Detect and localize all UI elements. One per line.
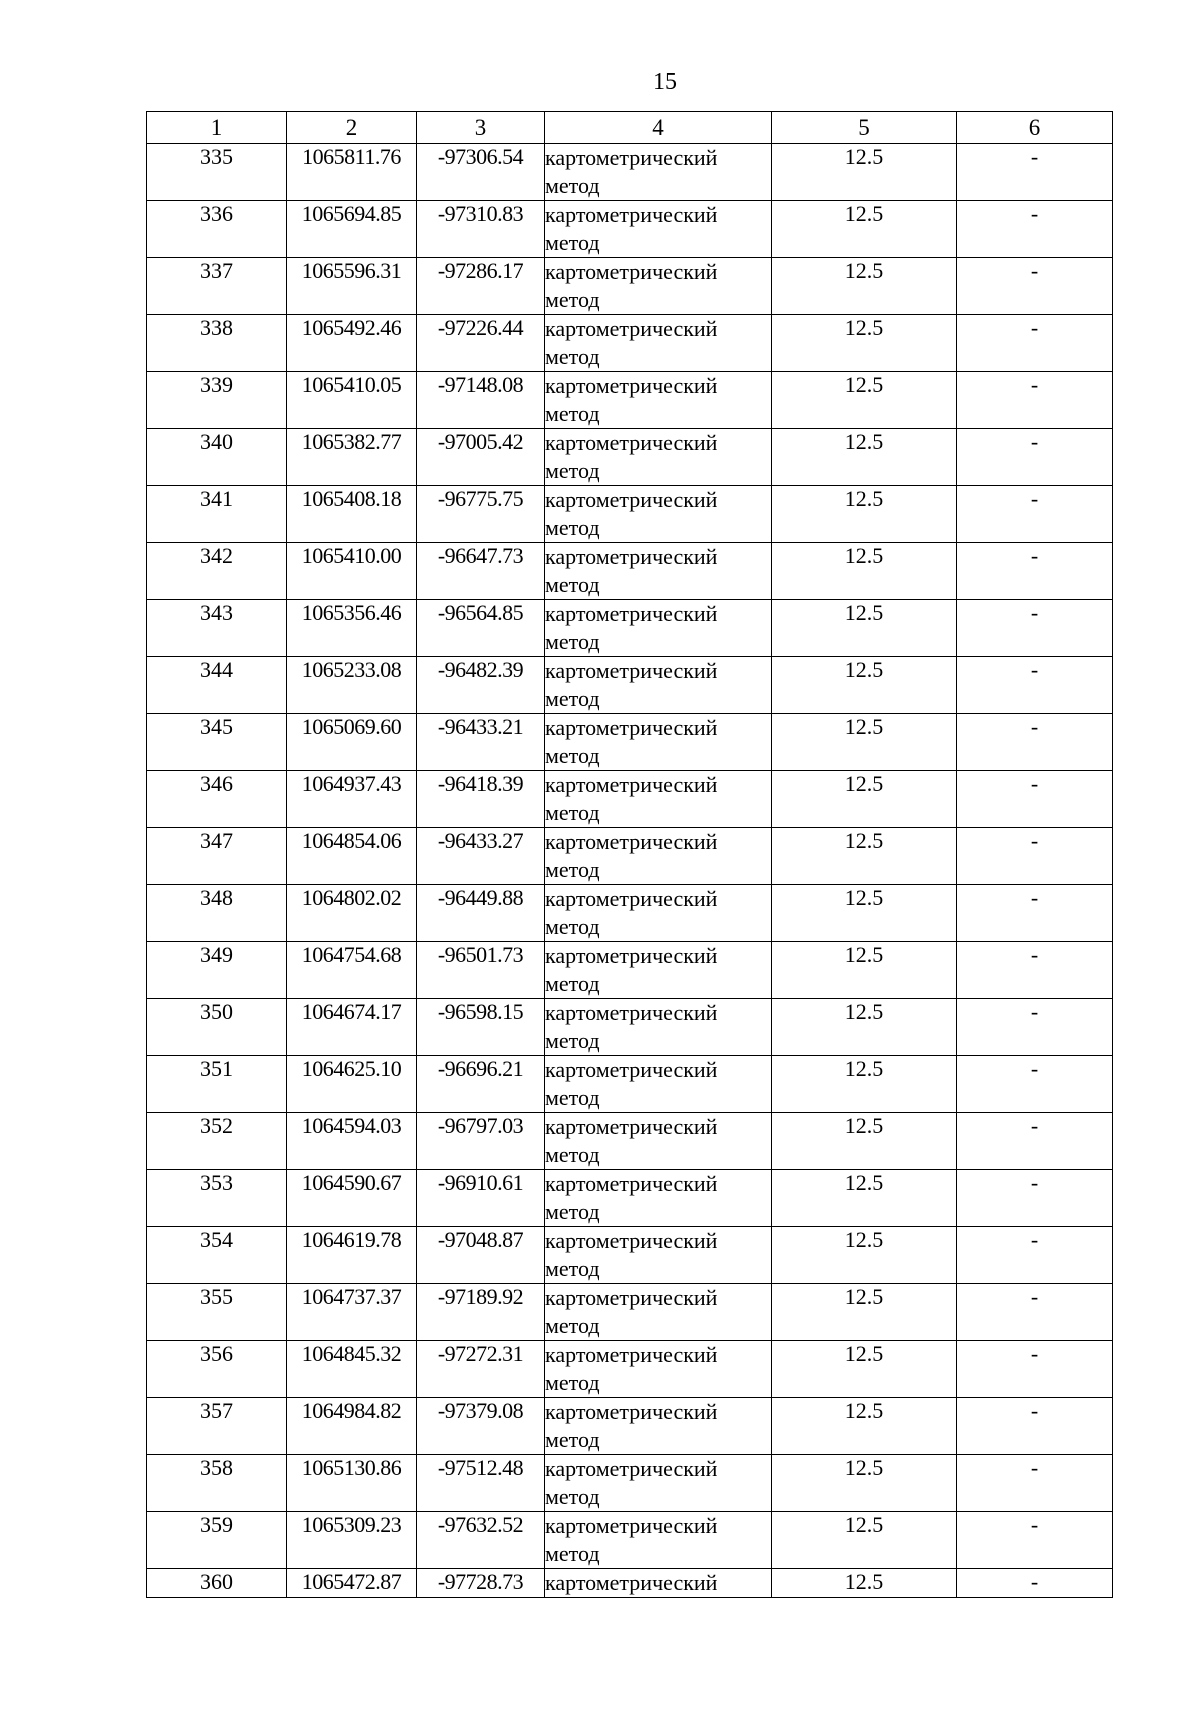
table-row: [147, 372, 1113, 429]
method-cell: картометрический метод: [545, 1056, 772, 1113]
note-cell: -: [957, 1569, 1113, 1598]
coordinates-table: [146, 111, 1113, 1598]
accuracy-cell: 12.5: [772, 828, 957, 885]
point-number-cell: 338: [147, 315, 287, 372]
note-cell: -: [957, 1113, 1113, 1170]
x-coordinate-cell: 1064737.37: [287, 1284, 417, 1341]
accuracy-cell: 12.5: [772, 1512, 957, 1569]
accuracy-cell: 12.5: [772, 600, 957, 657]
x-coordinate-cell: 1065694.85: [287, 201, 417, 258]
column-header-6: 6: [957, 112, 1113, 144]
point-number-cell: 350: [147, 999, 287, 1056]
point-number-cell: 349: [147, 942, 287, 999]
method-cell: картометрический метод: [545, 258, 772, 315]
point-number-cell: 345: [147, 714, 287, 771]
y-coordinate-cell: -96696.21: [417, 1056, 545, 1113]
y-coordinate-cell: -97286.17: [417, 258, 545, 315]
note-cell: -: [957, 1227, 1113, 1284]
accuracy-cell: 12.5: [772, 1170, 957, 1227]
accuracy-cell: 12.5: [772, 315, 957, 372]
y-coordinate-cell: -97728.73: [417, 1569, 545, 1598]
y-coordinate-cell: -97005.42: [417, 429, 545, 486]
table-row: [147, 543, 1113, 600]
method-cell: картометрический метод: [545, 1227, 772, 1284]
note-cell: -: [957, 144, 1113, 201]
method-cell: картометрический метод: [545, 1398, 772, 1455]
method-cell: картометрический метод: [545, 999, 772, 1056]
method-cell: картометрический метод: [545, 657, 772, 714]
accuracy-cell: 12.5: [772, 1227, 957, 1284]
table-row: [147, 1170, 1113, 1227]
accuracy-cell: 12.5: [772, 1341, 957, 1398]
x-coordinate-cell: 1065410.05: [287, 372, 417, 429]
accuracy-cell: 12.5: [772, 1113, 957, 1170]
note-cell: -: [957, 885, 1113, 942]
accuracy-cell: 12.5: [772, 942, 957, 999]
point-number-cell: 355: [147, 1284, 287, 1341]
table-row: [147, 1113, 1113, 1170]
x-coordinate-cell: 1065472.87: [287, 1569, 417, 1598]
accuracy-cell: 12.5: [772, 1455, 957, 1512]
table-row: [147, 1227, 1113, 1284]
point-number-cell: 351: [147, 1056, 287, 1113]
note-cell: -: [957, 828, 1113, 885]
y-coordinate-cell: -97310.83: [417, 201, 545, 258]
point-number-cell: 344: [147, 657, 287, 714]
page-number: 15: [653, 69, 677, 95]
accuracy-cell: 12.5: [772, 999, 957, 1056]
method-cell: картометрический метод: [545, 600, 772, 657]
y-coordinate-cell: -96797.03: [417, 1113, 545, 1170]
note-cell: -: [957, 600, 1113, 657]
x-coordinate-cell: 1065492.46: [287, 315, 417, 372]
table-row: [147, 315, 1113, 372]
x-coordinate-cell: 1064590.67: [287, 1170, 417, 1227]
x-coordinate-cell: 1064845.32: [287, 1341, 417, 1398]
note-cell: -: [957, 657, 1113, 714]
y-coordinate-cell: -97306.54: [417, 144, 545, 201]
x-coordinate-cell: 1064754.68: [287, 942, 417, 999]
y-coordinate-cell: -96433.21: [417, 714, 545, 771]
accuracy-cell: 12.5: [772, 486, 957, 543]
accuracy-cell: 12.5: [772, 258, 957, 315]
table-body: [147, 144, 1113, 1598]
y-coordinate-cell: -97632.52: [417, 1512, 545, 1569]
x-coordinate-cell: 1064594.03: [287, 1113, 417, 1170]
note-cell: -: [957, 942, 1113, 999]
table-row: [147, 201, 1113, 258]
note-cell: -: [957, 999, 1113, 1056]
point-number-cell: 360: [147, 1569, 287, 1598]
method-cell: картометрический метод: [545, 315, 772, 372]
y-coordinate-cell: -97189.92: [417, 1284, 545, 1341]
x-coordinate-cell: 1065410.00: [287, 543, 417, 600]
note-cell: -: [957, 258, 1113, 315]
note-cell: -: [957, 1455, 1113, 1512]
method-cell: картометрический метод: [545, 828, 772, 885]
method-cell: картометрический метод: [545, 1455, 772, 1512]
point-number-cell: 353: [147, 1170, 287, 1227]
table-row: [147, 1341, 1113, 1398]
note-cell: -: [957, 1398, 1113, 1455]
table-row: [147, 999, 1113, 1056]
x-coordinate-cell: 1065596.31: [287, 258, 417, 315]
x-coordinate-cell: 1065811.76: [287, 144, 417, 201]
point-number-cell: 348: [147, 885, 287, 942]
method-cell: картометрический метод: [545, 1113, 772, 1170]
method-cell: картометрический метод: [545, 486, 772, 543]
x-coordinate-cell: 1065069.60: [287, 714, 417, 771]
note-cell: -: [957, 1056, 1113, 1113]
column-header-4: 4: [545, 112, 772, 144]
accuracy-cell: 12.5: [772, 657, 957, 714]
method-cell: картометрический метод: [545, 942, 772, 999]
y-coordinate-cell: -96775.75: [417, 486, 545, 543]
method-cell: картометрический метод: [545, 429, 772, 486]
note-cell: -: [957, 1341, 1113, 1398]
point-number-cell: 336: [147, 201, 287, 258]
x-coordinate-cell: 1065408.18: [287, 486, 417, 543]
note-cell: -: [957, 543, 1113, 600]
y-coordinate-cell: -96433.27: [417, 828, 545, 885]
point-number-cell: 352: [147, 1113, 287, 1170]
x-coordinate-cell: 1064619.78: [287, 1227, 417, 1284]
column-header-5: 5: [772, 112, 957, 144]
accuracy-cell: 12.5: [772, 885, 957, 942]
point-number-cell: 339: [147, 372, 287, 429]
accuracy-cell: 12.5: [772, 714, 957, 771]
method-cell: картометрический метод: [545, 714, 772, 771]
method-cell: картометрический метод: [545, 543, 772, 600]
note-cell: -: [957, 1512, 1113, 1569]
y-coordinate-cell: -97048.87: [417, 1227, 545, 1284]
note-cell: -: [957, 1170, 1113, 1227]
y-coordinate-cell: -97226.44: [417, 315, 545, 372]
y-coordinate-cell: -97272.31: [417, 1341, 545, 1398]
note-cell: -: [957, 486, 1113, 543]
table-row: [147, 1056, 1113, 1113]
point-number-cell: 337: [147, 258, 287, 315]
note-cell: -: [957, 315, 1113, 372]
method-cell: картометрический метод: [545, 144, 772, 201]
y-coordinate-cell: -96598.15: [417, 999, 545, 1056]
accuracy-cell: 12.5: [772, 429, 957, 486]
point-number-cell: 340: [147, 429, 287, 486]
point-number-cell: 346: [147, 771, 287, 828]
table-row: [147, 486, 1113, 543]
table-row: [147, 828, 1113, 885]
method-cell: картометрический метод: [545, 1512, 772, 1569]
note-cell: -: [957, 429, 1113, 486]
note-cell: -: [957, 714, 1113, 771]
x-coordinate-cell: 1064937.43: [287, 771, 417, 828]
accuracy-cell: 12.5: [772, 771, 957, 828]
table-row: [147, 600, 1113, 657]
y-coordinate-cell: -97148.08: [417, 372, 545, 429]
method-cell: картометрический метод: [545, 1341, 772, 1398]
table-row: [147, 429, 1113, 486]
accuracy-cell: 12.5: [772, 543, 957, 600]
note-cell: -: [957, 201, 1113, 258]
table-row: [147, 144, 1113, 201]
x-coordinate-cell: 1065130.86: [287, 1455, 417, 1512]
y-coordinate-cell: -97512.48: [417, 1455, 545, 1512]
method-cell: картометрический метод: [545, 771, 772, 828]
y-coordinate-cell: -97379.08: [417, 1398, 545, 1455]
note-cell: -: [957, 1284, 1113, 1341]
y-coordinate-cell: -96564.85: [417, 600, 545, 657]
column-header-2: 2: [287, 112, 417, 144]
table-row: [147, 1455, 1113, 1512]
table-row: [147, 657, 1113, 714]
method-cell: картометрический метод: [545, 885, 772, 942]
table-header: [147, 112, 1113, 144]
accuracy-cell: 12.5: [772, 144, 957, 201]
method-cell: картометрический: [545, 1569, 772, 1598]
accuracy-cell: 12.5: [772, 1056, 957, 1113]
column-header-1: 1: [147, 112, 287, 144]
header-row: [147, 112, 1113, 144]
x-coordinate-cell: 1065309.23: [287, 1512, 417, 1569]
y-coordinate-cell: -96449.88: [417, 885, 545, 942]
y-coordinate-cell: -96910.61: [417, 1170, 545, 1227]
x-coordinate-cell: 1064674.17: [287, 999, 417, 1056]
y-coordinate-cell: -96482.39: [417, 657, 545, 714]
note-cell: -: [957, 372, 1113, 429]
point-number-cell: 358: [147, 1455, 287, 1512]
table-row: [147, 771, 1113, 828]
point-number-cell: 357: [147, 1398, 287, 1455]
table-row: [147, 1284, 1113, 1341]
point-number-cell: 356: [147, 1341, 287, 1398]
accuracy-cell: 12.5: [772, 1398, 957, 1455]
note-cell: -: [957, 771, 1113, 828]
accuracy-cell: 12.5: [772, 1569, 957, 1598]
y-coordinate-cell: -96501.73: [417, 942, 545, 999]
table-row: [147, 714, 1113, 771]
table-row: [147, 1512, 1113, 1569]
x-coordinate-cell: 1065233.08: [287, 657, 417, 714]
method-cell: картометрический метод: [545, 201, 772, 258]
accuracy-cell: 12.5: [772, 201, 957, 258]
x-coordinate-cell: 1065382.77: [287, 429, 417, 486]
point-number-cell: 347: [147, 828, 287, 885]
accuracy-cell: 12.5: [772, 372, 957, 429]
point-number-cell: 341: [147, 486, 287, 543]
method-cell: картометрический метод: [545, 1284, 772, 1341]
x-coordinate-cell: 1064984.82: [287, 1398, 417, 1455]
method-cell: картометрический метод: [545, 372, 772, 429]
x-coordinate-cell: 1064625.10: [287, 1056, 417, 1113]
table-row: [147, 885, 1113, 942]
point-number-cell: 335: [147, 144, 287, 201]
x-coordinate-cell: 1065356.46: [287, 600, 417, 657]
point-number-cell: 342: [147, 543, 287, 600]
x-coordinate-cell: 1064854.06: [287, 828, 417, 885]
y-coordinate-cell: -96418.39: [417, 771, 545, 828]
point-number-cell: 343: [147, 600, 287, 657]
point-number-cell: 359: [147, 1512, 287, 1569]
table-row: [147, 1569, 1113, 1598]
x-coordinate-cell: 1064802.02: [287, 885, 417, 942]
y-coordinate-cell: -96647.73: [417, 543, 545, 600]
table-row: [147, 1398, 1113, 1455]
method-cell: картометрический метод: [545, 1170, 772, 1227]
column-header-3: 3: [417, 112, 545, 144]
table-row: [147, 258, 1113, 315]
table-row: [147, 942, 1113, 999]
accuracy-cell: 12.5: [772, 1284, 957, 1341]
point-number-cell: 354: [147, 1227, 287, 1284]
